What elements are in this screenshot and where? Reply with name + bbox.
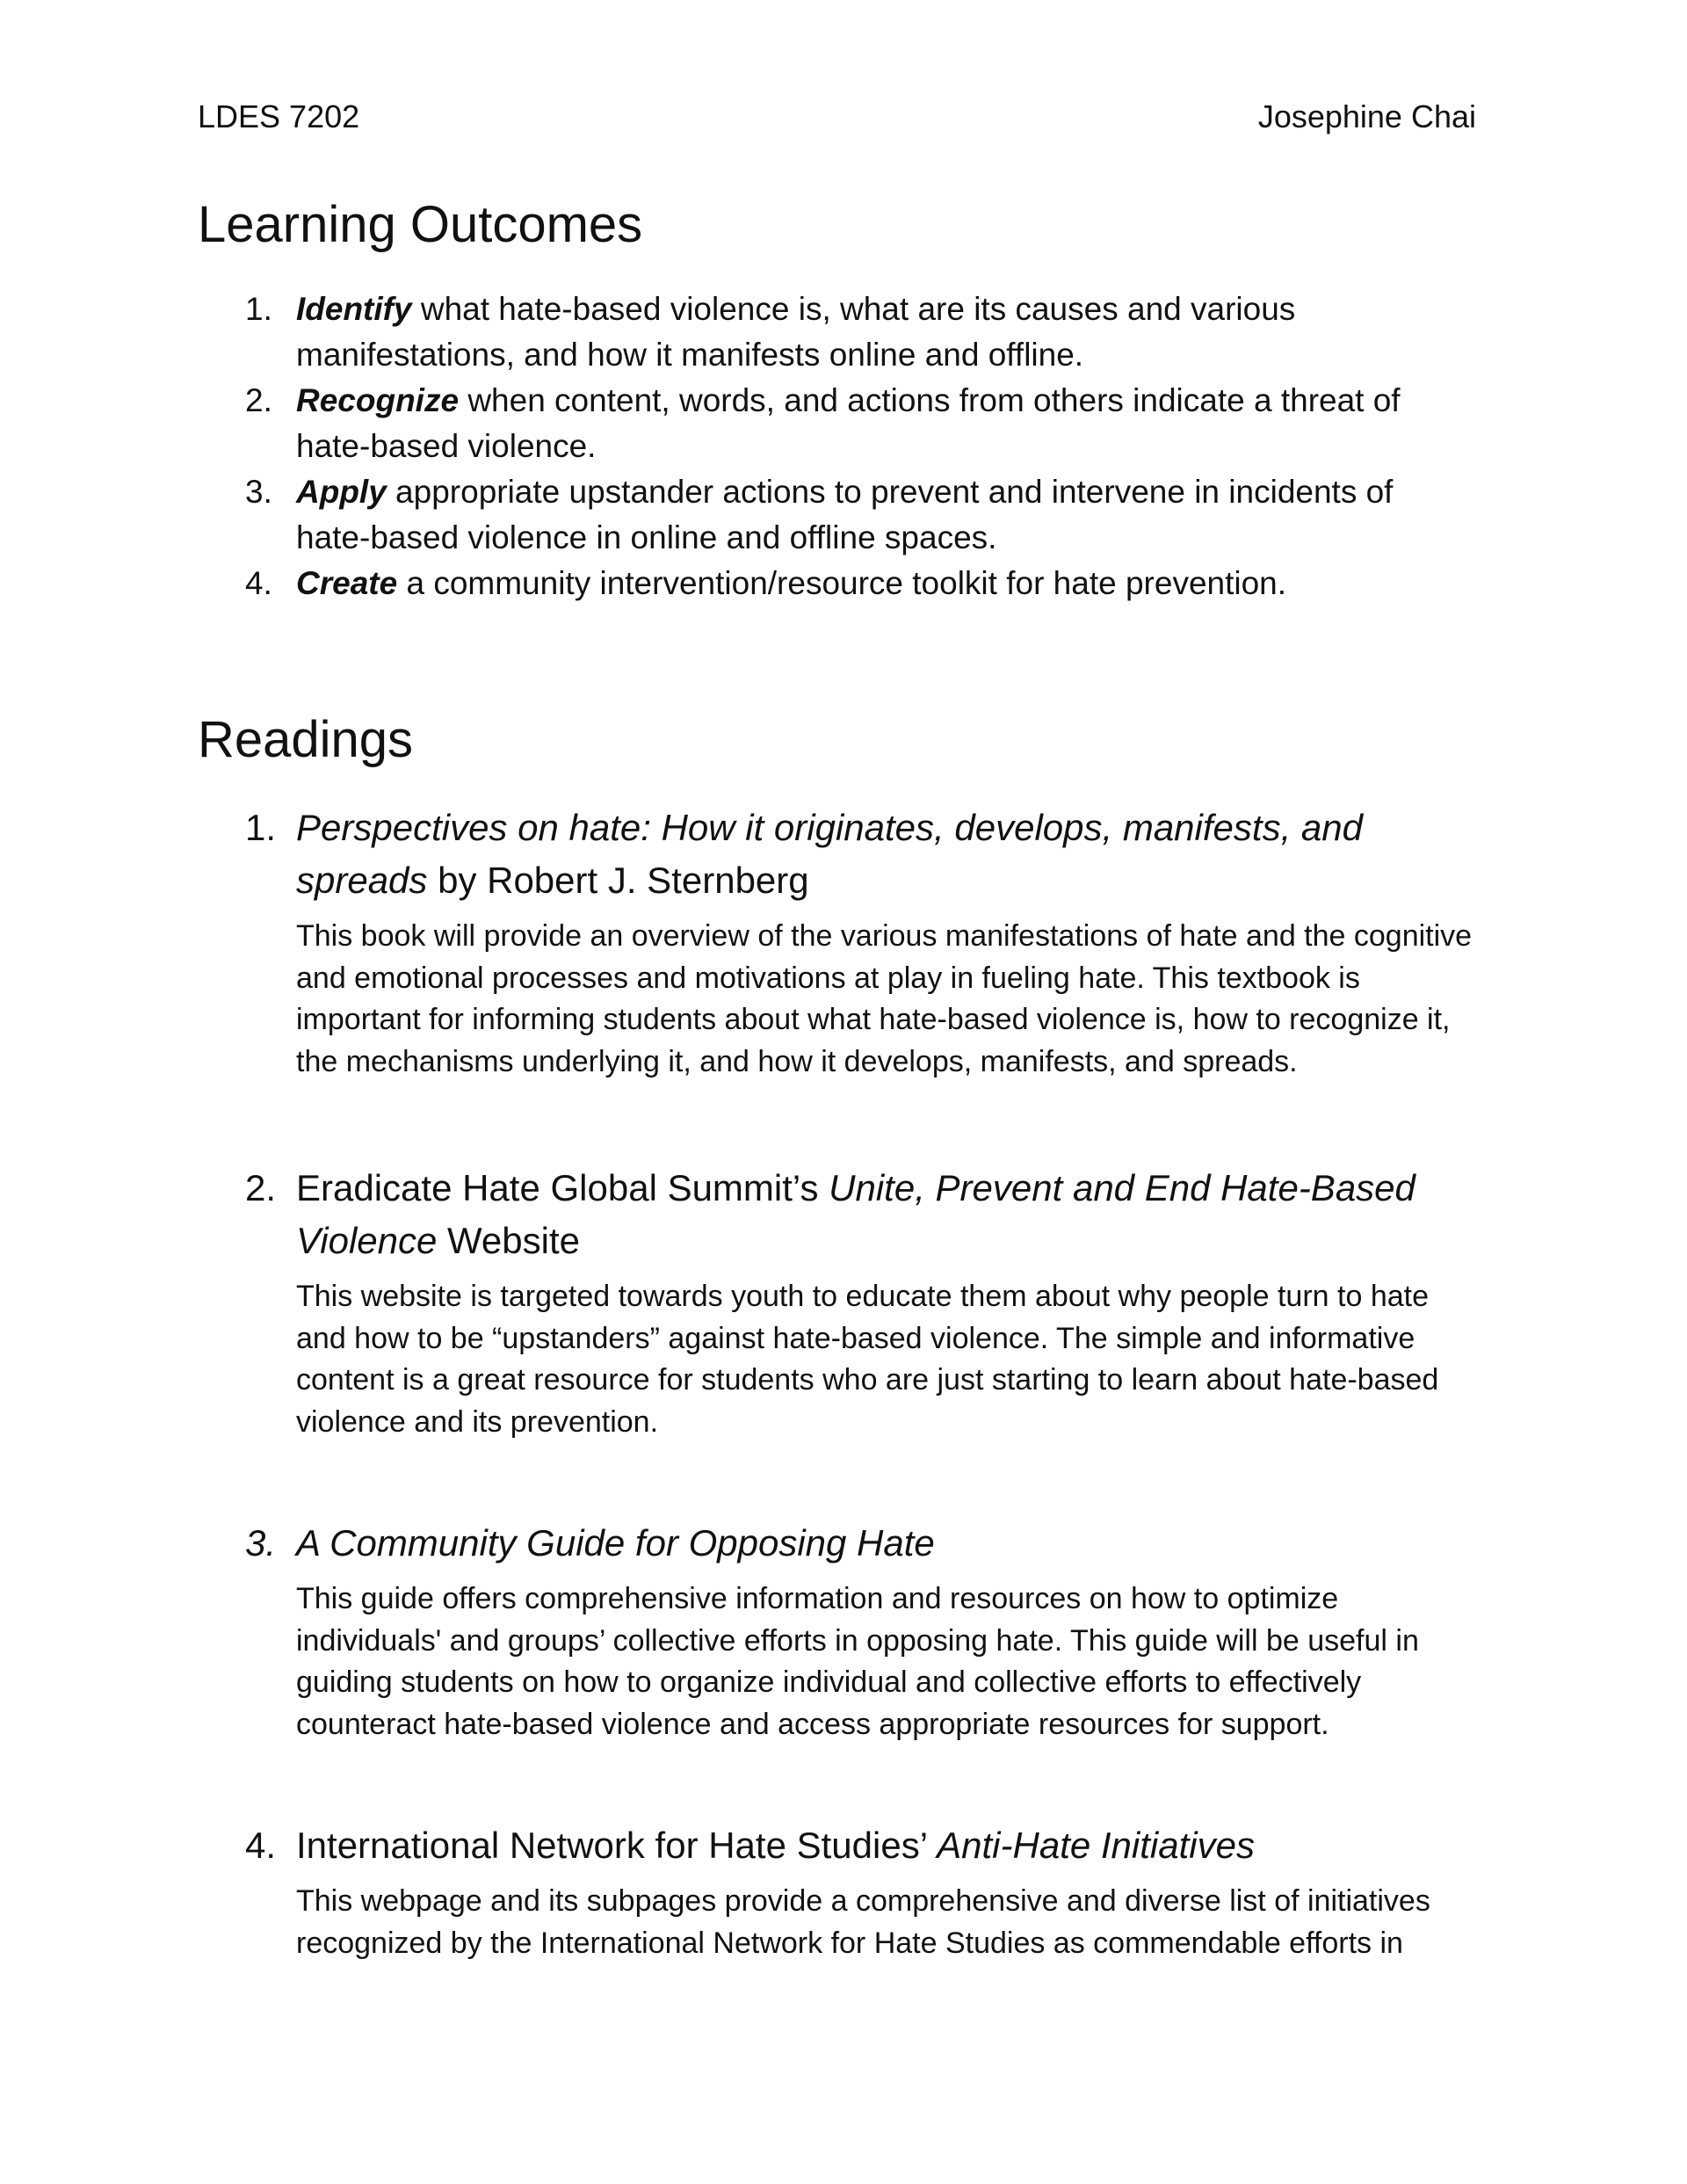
list-item (198, 378, 1472, 469)
learning-outcomes-list (198, 287, 1472, 606)
reading-description: This webpage and its subpages provide a comprehensive and diverse list of initiatives recognized by the International Network for Hate Studies as commendable efforts in (296, 1884, 1430, 1960)
outcome-text: when content, words, and actions from others indicate a threat of hate-based violence. (296, 382, 1401, 464)
outcome-verb: Identify (296, 291, 412, 327)
reading-item (198, 1162, 1481, 1443)
learning-outcomes-heading: Learning Outcomes (198, 196, 643, 253)
reading-title (198, 1517, 1481, 1570)
reading-title-italic: Unite, Prevent and End Hate-Based Violence (296, 1167, 1415, 1261)
reading-item (198, 1517, 1481, 1745)
reading-title-italic: Anti-Hate Initiatives (937, 1825, 1255, 1866)
outcome-verb: Recognize (296, 382, 460, 418)
course-code: LDES 7202 (198, 98, 360, 134)
item-number: 1. (245, 291, 272, 327)
reading-title-italic: A Community Guide for Opposing Hate (296, 1522, 935, 1564)
item-number: 4. (245, 1825, 277, 1866)
reading-title-prefix: Eradicate Hate Global Summit’s (296, 1167, 829, 1208)
item-number: 2. (245, 1167, 277, 1208)
outcome-text: what hate-based violence is, what are its causes and various manifestations, and how it manifests online and offline. (296, 291, 1296, 373)
outcome-text: appropriate upstander actions to prevent and intervene in incidents of hate-based violence in online and offline spaces. (296, 474, 1394, 555)
list-item (198, 287, 1472, 378)
list-item (198, 469, 1472, 561)
item-number: 1. (245, 807, 277, 848)
reading-title (198, 802, 1481, 907)
list-item (198, 561, 1472, 606)
outcome-verb: Create (296, 565, 398, 601)
item-number: 3. (245, 474, 272, 510)
item-number: 3. (245, 1522, 277, 1564)
reading-title (198, 1162, 1481, 1267)
reading-title-italic: Perspectives on hate: How it originates, develops, manifests, and spreads (296, 807, 1363, 901)
reading-title (198, 1819, 1481, 1872)
reading-description: This website is targeted towards youth to educate them about why people turn to hate and how to be “upstanders” against hate-based violence. The simple and informative content is a great resource for students who are just starting to learn about hate-based violence and its prevention. (296, 1280, 1439, 1439)
reading-item (198, 1819, 1481, 1964)
reading-item (198, 802, 1481, 1083)
reading-title-rest: Website (437, 1220, 580, 1261)
reading-title-prefix: International Network for Hate Studies’ (296, 1825, 938, 1866)
item-number: 2. (245, 382, 272, 418)
outcome-text: a community intervention/resource toolkit for hate prevention. (397, 565, 1287, 601)
readings-heading: Readings (198, 711, 414, 768)
outcome-verb: Apply (296, 474, 387, 510)
reading-description: This guide offers comprehensive information and resources on how to optimize individuals' and groups’ collective efforts in opposing hate. This guide will be useful in guiding students on how to organize individual and collective efforts to effectively counteract hate-based violence and access appropriate resources for support. (296, 1582, 1419, 1741)
reading-description: This book will provide an overview of the various manifestations of hate and the cognitive and emotional processes and motivations at play in fueling hate. This textbook is important for informing students about what hate-based violence is, how to recognize it, the mechanisms underlying it, and how it develops, manifests, and spreads. (296, 919, 1473, 1078)
author-name: Josephine Chai (1257, 98, 1476, 134)
reading-title-rest: by Robert J. Sternberg (427, 860, 809, 901)
item-number: 4. (245, 565, 272, 601)
